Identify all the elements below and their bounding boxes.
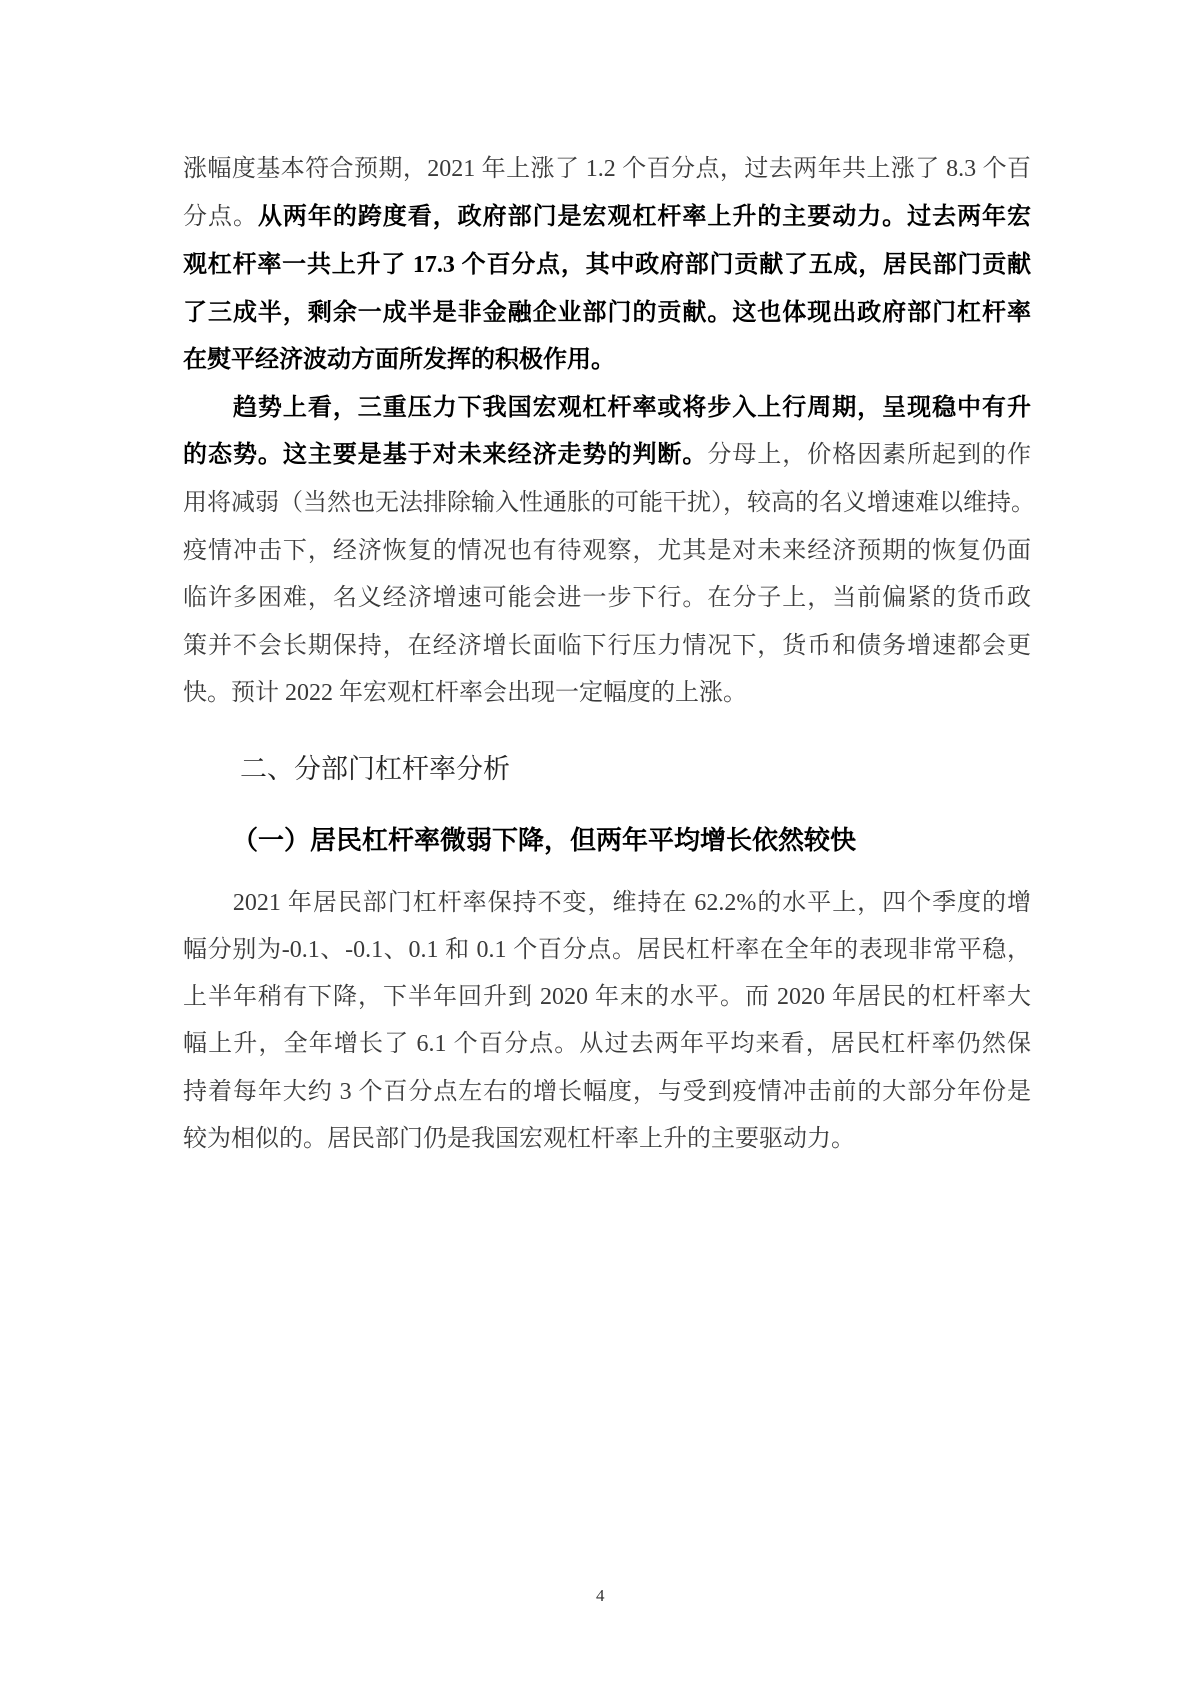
paragraph-line — [183, 1020, 1031, 1068]
paragraph-line — [183, 384, 1031, 432]
body-text: 上半年稍有下降，下半年回升到 2020 年末的水平。而 2020 年居民的杠杆率大 — [183, 984, 1031, 1010]
paragraph-line — [183, 336, 1031, 384]
section-heading: 二、分部门杠杆率分析 — [240, 754, 510, 784]
bold-text: 的态势。这主要是基于对未来经济走势的判断。 — [183, 442, 708, 468]
body-text: 幅上升，全年增长了 6.1 个百分点。从过去两年平均来看，居民杠杆率仍然保 — [183, 1031, 1031, 1057]
bold-text: 在熨平经济波动方面所发挥的积极作用。 — [183, 347, 615, 373]
subsection-heading: （一）居民杠杆率微弱下降，但两年平均增长依然较快 — [232, 826, 857, 855]
paragraph-line — [183, 879, 1031, 927]
body-text: 疫情冲击下，经济恢复的情况也有待观察，尤其是对未来经济预期的恢复仍面 — [183, 538, 1031, 564]
paragraph-line — [183, 193, 1031, 241]
body-text: 分母上，价格因素所起到的作 — [707, 442, 1032, 468]
body-text: 分点。 — [183, 204, 258, 230]
body-text: 快。预计 2022 年宏观杠杆率会出现一定幅度的上涨。 — [183, 680, 747, 706]
paragraph-line — [183, 622, 1031, 670]
paragraph-line — [183, 669, 1031, 717]
bold-text: 从两年的跨度看，政府部门是宏观杠杆率上升的主要动力。过去两年宏 — [257, 204, 1032, 230]
body-text: 幅分别为-0.1、-0.1、0.1 和 0.1 个百分点。居民杠杆率在全年的表现非常平稳， — [183, 937, 1031, 963]
body-text: 2021 年居民部门杠杆率保持不变，维持在 62.2%的水平上，四个季度的增 — [183, 890, 1031, 916]
paragraph-line — [183, 241, 1031, 289]
body-text: 较为相似的。居民部门仍是我国宏观杠杆率上升的主要驱动力。 — [183, 1126, 855, 1152]
paragraph-line — [183, 1068, 1031, 1116]
body-text: 用将减弱（当然也无法排除输入性通胀的可能干扰），较高的名义增速难以维持。 — [183, 490, 1035, 516]
paragraph-line — [183, 145, 1031, 193]
body-text: 临许多困难，名义经济增速可能会进一步下行。在分子上，当前偏紧的货币政 — [183, 585, 1031, 611]
body-text: 涨幅度基本符合预期，2021 年上涨了 1.2 个百分点，过去两年共上涨了 8.3 个百 — [183, 156, 1031, 182]
paragraph-line — [183, 1115, 1031, 1163]
paragraph-line — [183, 527, 1031, 575]
bold-text: 观杠杆率一共上升了 17.3 个百分点，其中政府部门贡献了五成，居民部门贡献 — [183, 252, 1031, 278]
body-text: 持着每年大约 3 个百分点左右的增长幅度，与受到疫情冲击前的大部分年份是 — [183, 1079, 1031, 1105]
paragraph-line — [183, 431, 1031, 479]
paragraph-line — [183, 926, 1031, 974]
page-number: 4 — [596, 1586, 605, 1605]
paragraph-line — [183, 973, 1031, 1021]
paragraph-line — [183, 479, 1035, 527]
paragraph-line — [183, 289, 1031, 337]
bold-text: 趋势上看，三重压力下我国宏观杠杆率或将步入上行周期，呈现稳中有升 — [183, 395, 1031, 421]
paragraph-line — [183, 574, 1031, 622]
bold-text: 了三成半，剩余一成半是非金融企业部门的贡献。这也体现出政府部门杠杆率 — [183, 300, 1031, 326]
body-text: 策并不会长期保持，在经济增长面临下行压力情况下，货币和债务增速都会更 — [183, 633, 1031, 659]
